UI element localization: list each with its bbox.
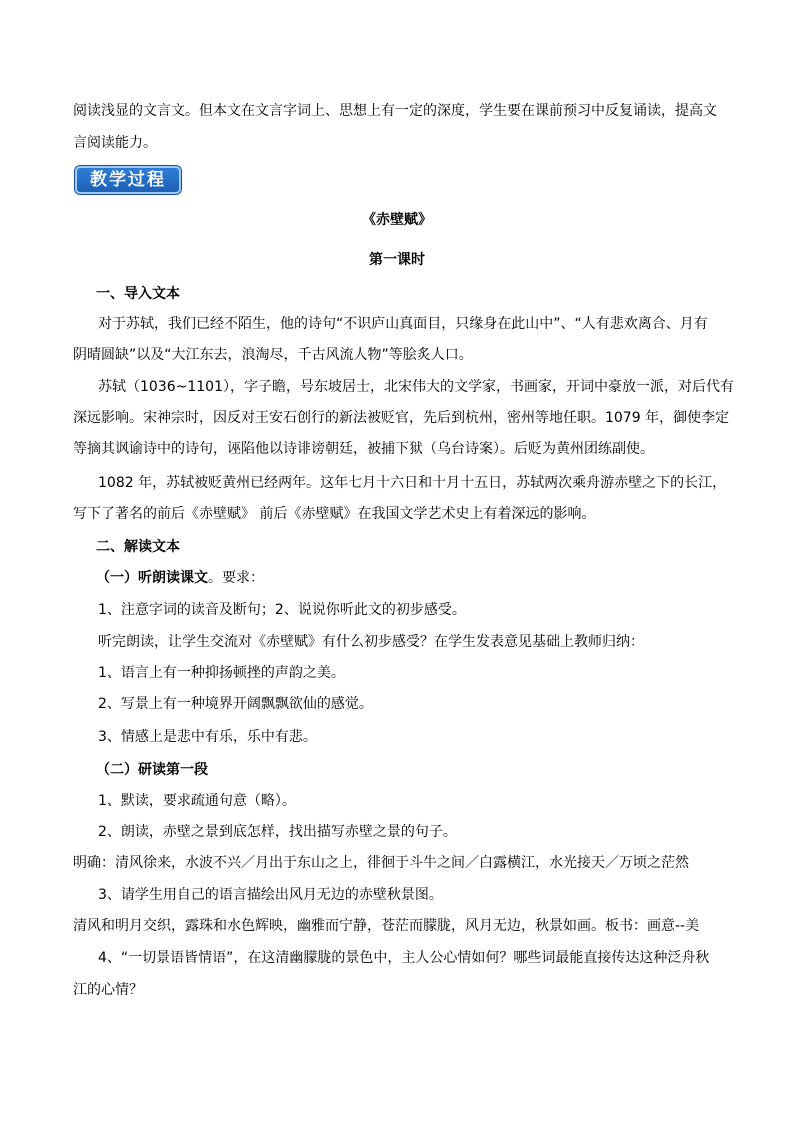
sub2-step: 4、“一切景语皆情语”，在这清幽朦胧的景色中，主人公心情如何？哪些词最能直接传达这种泛舟秋 (98, 950, 710, 966)
paragraph-line: 等摘其讽谕诗中的诗句，诬陷他以诗诽谤朝廷，被捕下狱（乌台诗案）。后贬为黄州团练副使。 (73, 441, 654, 457)
sub1-requirements: 1、注意字词的读音及断句；2、说说你听此文的初步感受。 (98, 602, 466, 618)
summary-point: 2、写景上有一种境界开阔飘飘欲仙的感觉。 (98, 696, 373, 712)
sub2-description: 清风和明月交织，露珠和水色辉映，幽雅而宁静，苍茫而朦胧，风月无边，秋景如画。板书：画意--美 (73, 918, 700, 934)
sub2-step: 3、请学生用自己的语言描绘出风月无边的赤壁秋景图。 (98, 887, 443, 903)
paragraph-line: 对于苏轼，我们已经不陌生，他的诗句“不识庐山真面目，只缘身在此山中”、“人有悲欢离合、月有 (98, 316, 708, 332)
document-title: 《赤壁赋》 (362, 212, 432, 228)
paragraph-line: 阴晴圆缺”以及“大江东去，浪淘尽，千古风流人物”等脍炙人口。 (73, 347, 473, 363)
section-badge: 教学过程 (75, 166, 181, 194)
part2-heading: 二、解读文本 (96, 539, 180, 555)
summary-point: 3、情感上是悲中有乐，乐中有悲。 (98, 729, 317, 745)
sub1-heading (96, 568, 264, 588)
sub2-step: 2、朗读，赤壁之景到底怎样，找出描写赤壁之景的句子。 (98, 824, 457, 840)
sub1-summary: 听完朗读，让学生交流对《赤壁赋》有什么初步感受？在学生发表意见基础上教师归纳： (98, 634, 644, 650)
paragraph-line: 1082 年，苏轼被贬黄州已经两年。这年七月十六日和十月十五日，苏轼两次乘舟游赤壁之下的长江， (98, 475, 727, 491)
part1-heading: 一、导入文本 (96, 286, 180, 302)
sub2-step-continued: 江的心情？ (73, 982, 143, 998)
sub2-heading: （二）研读第一段 (96, 762, 208, 778)
summary-point: 1、语言上有一种抑扬顿挫的声韵之美。 (98, 665, 345, 681)
sub2-step: 1、默读，要求疏通句意（略）。 (98, 793, 296, 809)
intro-line-1: 阅读浅显的文言文。但本文在文言字词上、思想上有一定的深度，学生要在课前预习中反复诵读，提高文 (73, 103, 717, 119)
paragraph-line: 写下了著名的前后《赤壁赋》 前后《赤壁赋》在我国文学艺术史上有着深远的影响。 (73, 506, 596, 522)
sub1-heading-rest: 。要求： (208, 570, 264, 586)
sub1-heading-bold: （一）听朗读课文 (96, 570, 208, 586)
intro-line-2: 言阅读能力。 (73, 135, 157, 151)
sub2-answer: 明确：清风徐来，水波不兴／月出于东山之上，徘徊于斗牛之间／白露横江，水光接天／万顷之茫然 (73, 855, 689, 871)
lesson-title: 第一课时 (369, 252, 425, 268)
paragraph-line: 深远影响。宋神宗时，因反对王安石创行的新法被贬官，先后到杭州，密州等地任职。1079 年，御使李定 (73, 410, 730, 426)
paragraph-line: 苏轼（1036~1101），字子瞻，号东坡居士，北宋伟大的文学家，书画家，开词中豪放一派，对后代有 (98, 379, 734, 395)
